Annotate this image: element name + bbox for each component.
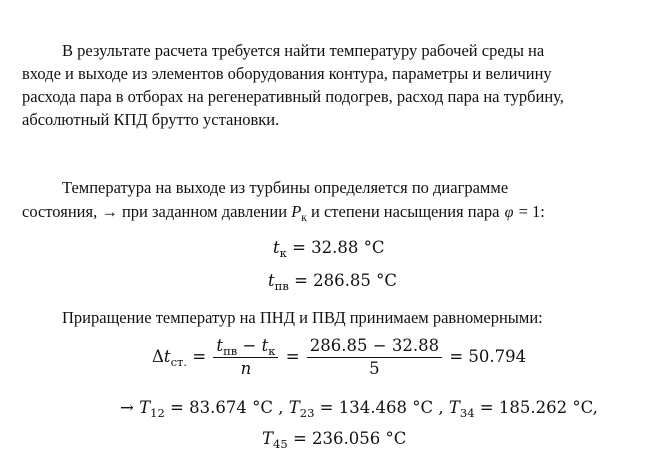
t-pv-sub: пв <box>274 279 289 294</box>
paragraph2-line2-tail: = 1: <box>514 202 545 221</box>
paragraph2-line1: Температура на выходе из турбины определяется по диаграмме <box>62 178 509 197</box>
frac-t-pv-var: t <box>216 336 224 355</box>
t-pv-var: t <box>268 271 275 290</box>
t12-sub: 12 <box>150 406 165 421</box>
fraction-numeric-denominator: 5 <box>369 359 380 378</box>
paragraph2-line2-text-a: состояния, → при заданном давлении <box>22 202 292 221</box>
paragraph2-line2 <box>22 201 545 224</box>
equation-stage-temperatures <box>120 397 598 419</box>
paragraph1-line1: В результате расчета требуется найти температуру рабочей среды на <box>62 41 545 60</box>
delta-equals-2: = <box>280 347 305 366</box>
t45-var: T <box>262 429 274 448</box>
t45-sub: 45 <box>273 437 288 452</box>
delta-equals-1: = <box>187 347 212 366</box>
t34-value: = 185.262 °C, <box>474 398 598 417</box>
t45-value: = 236.056 °C <box>287 429 407 448</box>
t23-var: T <box>288 398 300 417</box>
equation-t-pv <box>268 270 397 292</box>
fraction-numeric-numerator: 286.85 − 32.88 <box>307 336 442 358</box>
t12-value: = 83.674 °C , <box>164 398 289 417</box>
equation-t45 <box>262 428 406 450</box>
t23-sub: 23 <box>299 406 315 421</box>
paragraph1-line2: входе и выходе из элементов оборудования контура, параметры и величину <box>22 64 552 83</box>
frac-t-pv-sub: пв <box>223 344 238 359</box>
t23-value: = 134.468 °C , <box>314 398 449 417</box>
fraction-symbolic-denominator: n <box>240 359 252 378</box>
arrow-symbol: → <box>120 398 140 417</box>
fraction-numeric <box>307 336 442 379</box>
fraction-symbolic <box>213 336 278 379</box>
t34-sub: 34 <box>459 406 475 421</box>
delta-symbol: Δ <box>152 347 164 366</box>
frac-t-k-var: t <box>261 336 269 355</box>
delta-result: = 50.794 <box>444 347 527 366</box>
increment-text: Приращение температур на ПНД и ПВД принимаем равномерными: <box>62 308 543 327</box>
t-k-sub: к <box>279 246 287 261</box>
t-k-value: = 32.88 °C <box>286 238 385 257</box>
t34-var: T <box>448 398 460 417</box>
t-k-var: t <box>273 238 280 257</box>
equation-t-k <box>273 237 385 259</box>
frac-minus: − <box>237 336 262 355</box>
t12-var: T <box>139 398 151 417</box>
paragraph2-line2-text-b: и степени насыщения пара <box>306 202 504 221</box>
paragraph1-line3: расхода пара в отборах на регенеративный подогрев, расход пара на турбину, <box>22 87 564 106</box>
frac-t-k-sub: к <box>268 344 276 359</box>
delta-t-sub: ст. <box>170 355 188 370</box>
equation-delta-t <box>152 335 526 379</box>
phi-symbol: φ <box>504 204 514 221</box>
pressure-symbol: P <box>291 202 302 221</box>
delta-t-var: t <box>163 347 171 366</box>
pressure-subscript: к <box>301 212 307 225</box>
paragraph1-line4: абсолютный КПД брутто установки. <box>22 110 280 129</box>
fraction-symbolic-numerator <box>213 336 278 358</box>
t-pv-value: = 286.85 °C <box>288 271 398 290</box>
